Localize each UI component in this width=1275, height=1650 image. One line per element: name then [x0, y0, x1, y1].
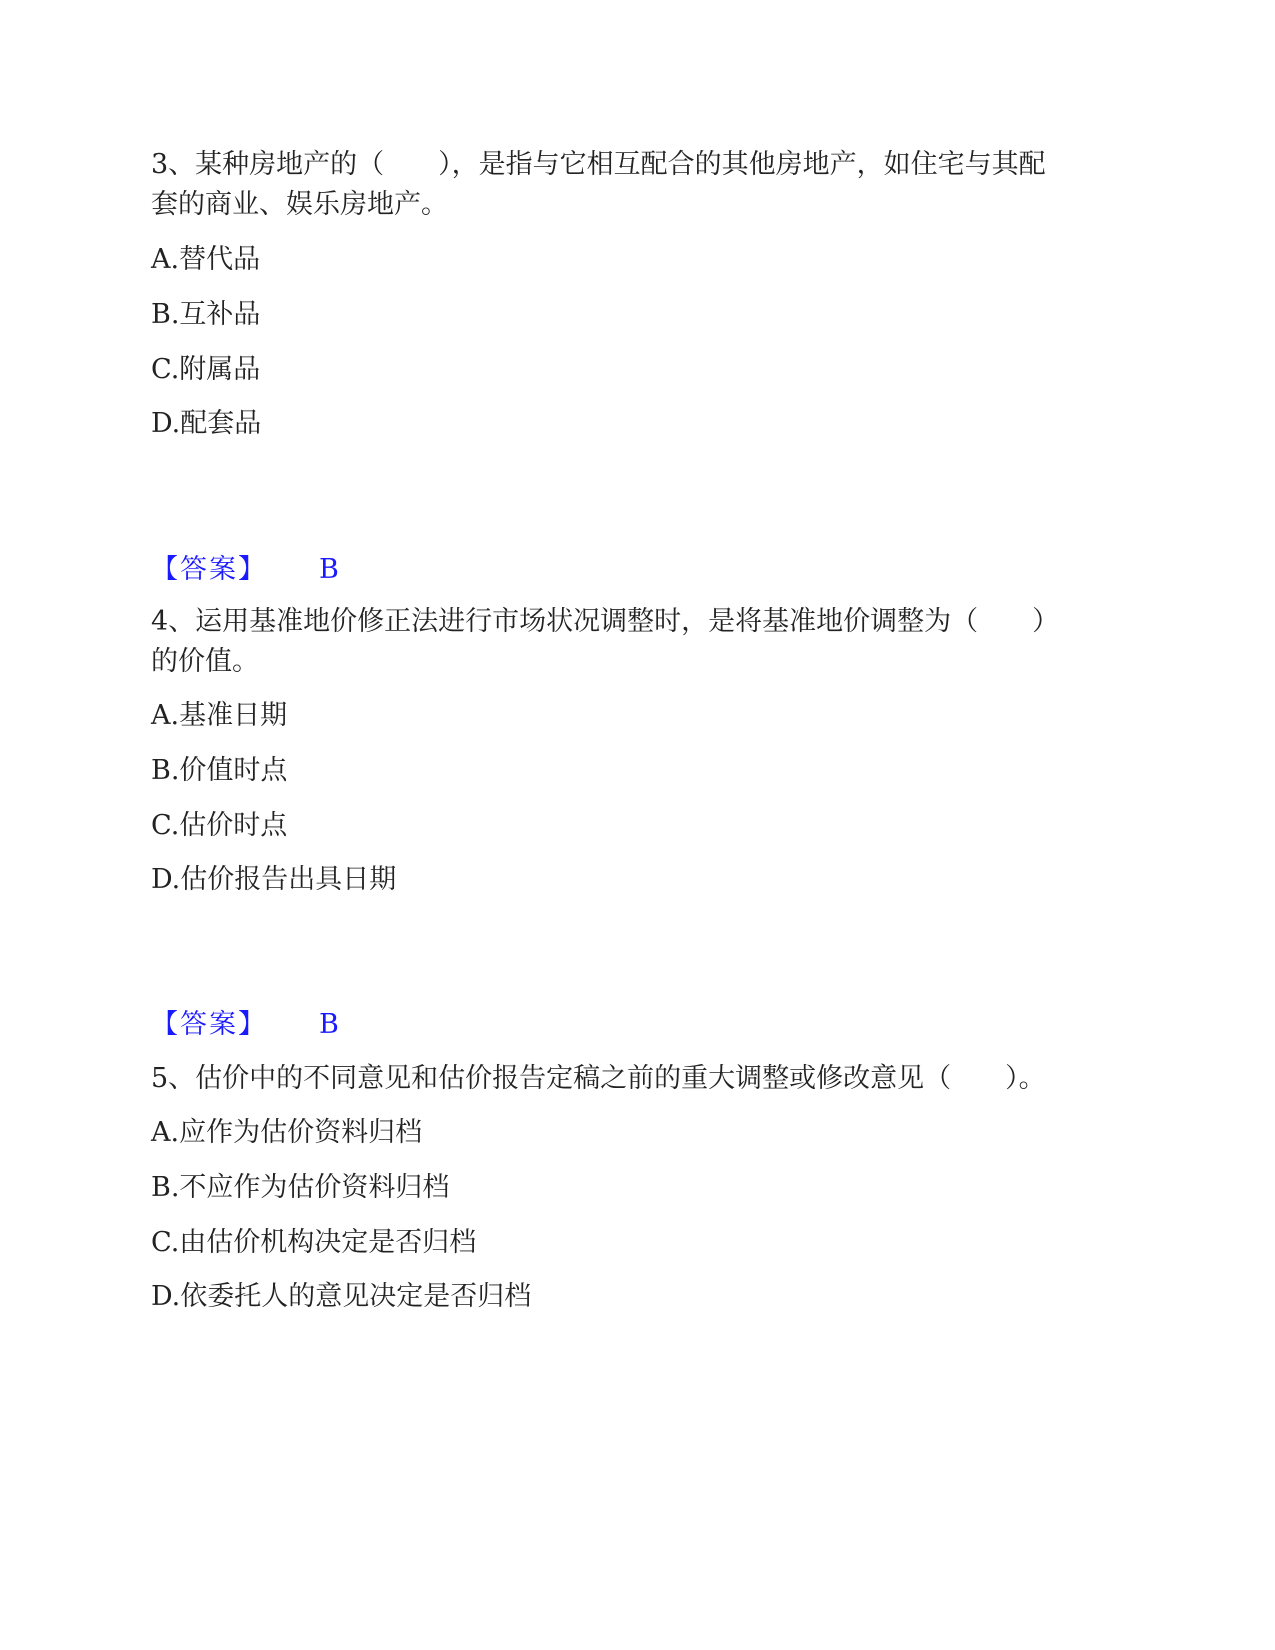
answer-q3 [151, 550, 339, 590]
question-4-option-a: A.基准日期 [151, 700, 288, 731]
question-4-stem-line-1: 4、运用基准地价修正法进行市场状况调整时，是将基准地价调整为（ ） [151, 606, 1060, 637]
question-5-stem-line-1: 5、估价中的不同意见和估价报告定稿之前的重大调整或修改意见（ ）。 [151, 1063, 1046, 1094]
answer-label: 【答案】 [151, 554, 267, 585]
question-3-option-a: A.替代品 [151, 244, 261, 275]
question-5-option-b: B.不应作为估价资料归档 [151, 1172, 450, 1203]
question-5-option-c: C.由估价机构决定是否归档 [151, 1227, 477, 1258]
question-4-option-c: C.估价时点 [151, 810, 288, 841]
question-5-option-a: A.应作为估价资料归档 [151, 1117, 423, 1148]
answer-value: B [319, 554, 339, 585]
question-4-option-b: B.价值时点 [151, 755, 288, 786]
question-3-option-b: B.互补品 [151, 299, 261, 330]
question-3-option-c: C.附属品 [151, 354, 261, 385]
question-3-stem-line-2: 套的商业、娱乐房地产。 [151, 189, 448, 220]
answer-value: B [319, 1009, 339, 1040]
answer-label: 【答案】 [151, 1009, 267, 1040]
question-4-stem-line-2: 的价值。 [151, 646, 259, 677]
question-3-option-d: D.配套品 [151, 408, 262, 439]
answer-q4 [151, 1005, 339, 1045]
question-5-option-d: D.依委托人的意见决定是否归档 [151, 1281, 532, 1312]
question-3-stem-line-1: 3、某种房地产的（ ），是指与它相互配合的其他房地产，如住宅与其配 [151, 149, 1046, 180]
question-4-option-d: D.估价报告出具日期 [151, 864, 397, 895]
